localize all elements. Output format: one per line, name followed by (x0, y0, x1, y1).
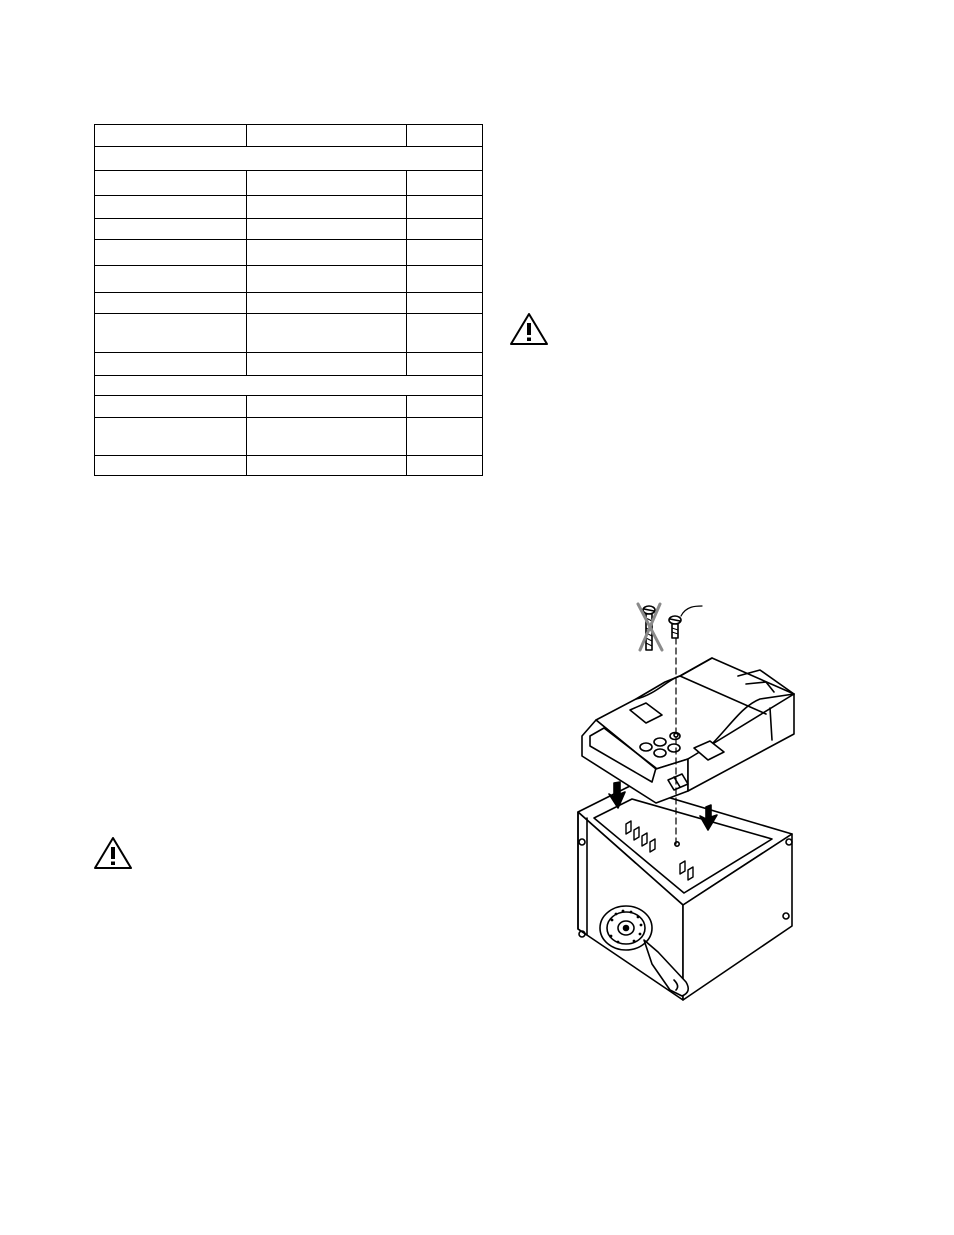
table-cell (407, 240, 482, 265)
table-cell (407, 171, 482, 195)
correct-screw-icon (669, 606, 702, 638)
table-header-row (95, 125, 482, 146)
table-cell (95, 125, 247, 146)
table-cell (407, 353, 482, 375)
table-section-cell (95, 147, 482, 170)
table-cell (247, 293, 407, 313)
table-cell (95, 396, 247, 417)
table-cell (247, 314, 407, 352)
table-row (95, 239, 482, 265)
specification-table (94, 124, 483, 476)
table-cell (95, 314, 247, 352)
table-section-row (95, 375, 482, 395)
table-cell (407, 125, 482, 146)
table-cell (95, 353, 247, 375)
table-row (95, 195, 482, 218)
table-row (95, 395, 482, 417)
table-cell (95, 240, 247, 265)
table-row (95, 417, 482, 455)
table-cell (95, 219, 247, 239)
table-cell (247, 219, 407, 239)
table-cell (95, 418, 247, 455)
table-cell (247, 266, 407, 292)
table-cell (407, 418, 482, 455)
control-module-mounting-illustration (560, 596, 810, 1011)
table-cell (247, 125, 407, 146)
warning-triangle-icon (93, 836, 133, 875)
table-cell (95, 266, 247, 292)
table-row (95, 455, 482, 475)
table-cell (407, 456, 482, 475)
table-cell (407, 219, 482, 239)
table-section-cell (95, 376, 482, 395)
table-cell (95, 196, 247, 218)
table-cell (95, 171, 247, 195)
table-cell (247, 196, 407, 218)
base-housing (578, 786, 792, 1000)
table-row (95, 265, 482, 292)
table-cell (247, 456, 407, 475)
table-cell (247, 240, 407, 265)
table-cell (95, 293, 247, 313)
table-cell (247, 418, 407, 455)
table-row (95, 352, 482, 375)
table-cell (247, 396, 407, 417)
table-cell (407, 314, 482, 352)
warning-triangle-icon (509, 312, 549, 351)
table-cell (247, 171, 407, 195)
table-row (95, 313, 482, 352)
table-cell (247, 353, 407, 375)
table-row (95, 218, 482, 239)
table-row (95, 292, 482, 313)
table-cell (407, 196, 482, 218)
table-cell (95, 456, 247, 475)
table-cell (407, 396, 482, 417)
table-cell (407, 266, 482, 292)
table-cell (407, 293, 482, 313)
table-section-row (95, 146, 482, 170)
table-row (95, 170, 482, 195)
incorrect-screw-icon (638, 604, 662, 650)
control-module (582, 658, 794, 803)
